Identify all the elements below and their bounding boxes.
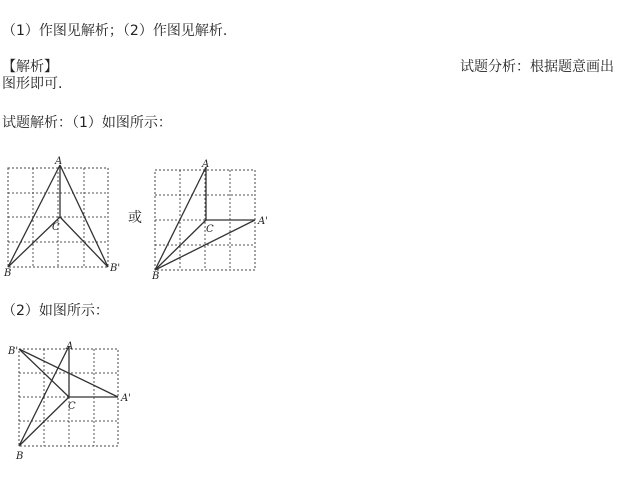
label-A: A: [55, 156, 63, 167]
label-B-prime: B': [8, 346, 19, 357]
label-B-prime: B': [110, 263, 121, 274]
label-B: B: [152, 271, 160, 282]
answer-line: （1）作图见解析；（2）作图见解析.: [2, 23, 228, 39]
label-A: A: [202, 159, 210, 170]
label-B: B: [16, 451, 24, 462]
label-A-prime: A': [121, 393, 131, 404]
label-A-prime: A': [258, 216, 268, 227]
label-B: B: [4, 268, 12, 279]
label-C: C: [206, 224, 214, 235]
or-connector: 或: [128, 210, 142, 226]
analysis-heading: 【解析】: [2, 59, 58, 75]
label-C: C: [68, 401, 76, 412]
label-A: A: [66, 341, 74, 352]
solution-part1-heading: 试题解析：（1）如图所示：: [2, 115, 172, 131]
solution-part2-heading: （2）如图所示：: [2, 303, 109, 319]
analysis-text: 试题分析：根据题意画出: [460, 59, 614, 75]
analysis-continuation: 图形即可.: [2, 76, 63, 92]
label-C: C: [52, 222, 60, 233]
